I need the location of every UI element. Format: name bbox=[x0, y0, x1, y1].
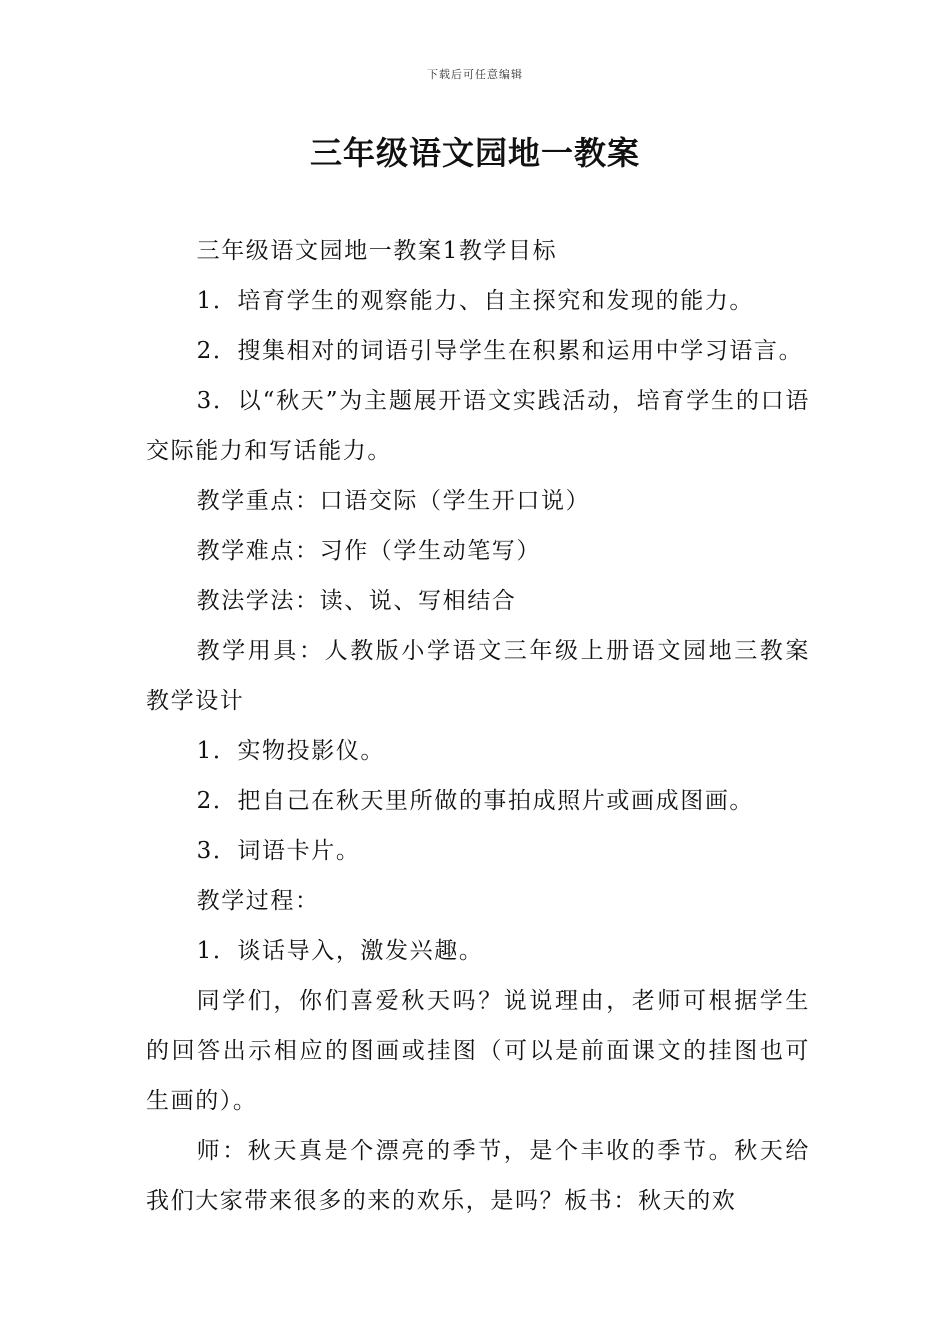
paragraph: 1．实物投影仪。 bbox=[196, 738, 386, 764]
header-note: 下载后可任意编辑 bbox=[427, 68, 523, 81]
paragraph: 教学难点：习作（学生动笔写） bbox=[196, 538, 541, 564]
paragraph: 3．以“秋天”为主题展开语文实践活动，培育学生的口语交际能力和写话能力。 bbox=[146, 388, 810, 464]
paragraph: 教学用具：人教版小学语文三年级上册语文园地三教案教学设计 bbox=[146, 638, 810, 714]
document-body bbox=[146, 226, 810, 1226]
paragraph: 教学过程： bbox=[196, 888, 320, 914]
paragraph: 三年级语文园地一教案1教学目标 bbox=[196, 238, 558, 264]
paragraph: 2．搜集相对的词语引导学生在积累和运用中学习语言。 bbox=[196, 338, 804, 364]
paragraph: 1．培育学生的观察能力、自主探究和发现的能力。 bbox=[196, 288, 755, 314]
paragraph: 师：秋天真是个漂亮的季节，是个丰收的季节。秋天给我们大家带来很多的来的欢乐，是吗？板书：秋天的欢 bbox=[146, 1138, 810, 1214]
paragraph: 3．词语卡片。 bbox=[196, 838, 361, 864]
paragraph: 教学重点：口语交际（学生开口说） bbox=[196, 488, 591, 514]
paragraph: 同学们，你们喜爱秋天吗？说说理由，老师可根据学生的回答出示相应的图画或挂图（可以是前面课文的挂图也可生画的）。 bbox=[146, 988, 810, 1114]
paragraph: 2．把自己在秋天里所做的事拍成照片或画成图画。 bbox=[196, 788, 755, 814]
paragraph: 教法学法：读、说、写相结合 bbox=[196, 588, 517, 614]
document-title: 三年级语文园地一教案 bbox=[309, 134, 640, 172]
paragraph: 1．谈话导入，激发兴趣。 bbox=[196, 938, 484, 964]
